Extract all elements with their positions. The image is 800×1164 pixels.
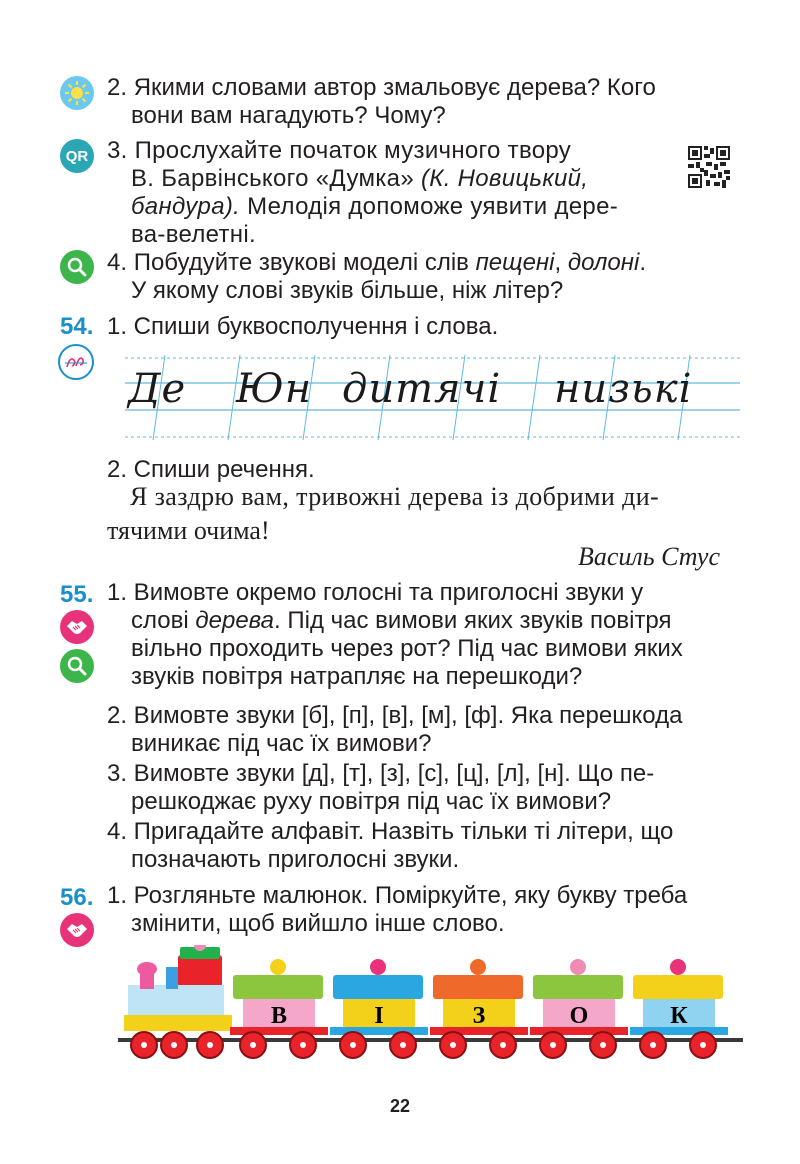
wagon-letter-5: К bbox=[670, 1003, 688, 1029]
exercise-55-task-1: 1. Вимовте окремо голосні та приголосні звуки у слові дерева. Під час вимови яких звуків повітря вільно проходить через рот? Під час вимови яких звуків повітря натрапляє на перешкоди? bbox=[107, 579, 683, 690]
qr-code-image[interactable] bbox=[688, 146, 730, 188]
question-3: 3. Прослухайте початок музичного твору В. Барвінського «Думка» (К. Новицький, бандура). Мелодія допоможе уявити дере- ва-велетні. bbox=[107, 137, 619, 248]
handshake-icon bbox=[60, 913, 94, 947]
exercise-55-task-3: 3. Вимовте звуки [д], [т], [з], [с], [ц], [л], [н]. Що пе- решкоджає руху повітря під час їх вимови? bbox=[107, 760, 655, 815]
quote-line-1: Я заздрю вам, тривожні дерева із добрими ди- bbox=[130, 482, 660, 511]
quote-line-2: тячими очима! bbox=[107, 516, 270, 545]
wagon-letter-1: В bbox=[270, 1003, 288, 1029]
wagon-letter-4: О bbox=[569, 1003, 589, 1029]
toy-train-illustration bbox=[118, 945, 743, 1070]
search-icon bbox=[60, 250, 94, 284]
exercise-number-54: 54. bbox=[60, 313, 94, 340]
exercise-55-task-4: 4. Пригадайте алфавіт. Назвіть тільки ті літери, що позначають приголосні звуки. bbox=[107, 818, 674, 873]
exercise-number-55: 55. bbox=[60, 581, 94, 608]
wagon-letter-2: І bbox=[374, 1003, 384, 1029]
handwriting-sample: Де Юн дитячі низькі bbox=[128, 366, 693, 412]
search-icon bbox=[60, 649, 94, 683]
page-number: 22 bbox=[389, 1096, 411, 1116]
quote-author: Василь Стус bbox=[578, 542, 721, 571]
sun-icon bbox=[60, 76, 94, 110]
exercise-56-task-1: 1. Розгляньте малюнок. Поміркуйте, яку букву треба змінити, щоб вийшло інше слово. bbox=[107, 882, 688, 937]
exercise-55-task-2: 2. Вимовте звуки [б], [п], [в], [м], [ф]. Яка перешкода виникає під час їх вимови? bbox=[107, 702, 683, 757]
exercise-number-56: 56. bbox=[60, 884, 94, 911]
exercise-54-task-2: 2. Спиши речення. bbox=[107, 456, 315, 483]
wagon-letter-3: З bbox=[472, 1003, 486, 1029]
handwriting-icon bbox=[58, 344, 94, 380]
question-2: 2. Якими словами автор змальовує дерева? Кого вони вам нагадують? Чому? bbox=[107, 74, 656, 129]
locomotive bbox=[124, 945, 232, 1031]
handshake-icon bbox=[60, 610, 94, 644]
question-4: 4. Побудуйте звукові моделі слів пещені, долоні. У якому слові звуків більше, ніж літер? bbox=[107, 249, 646, 304]
exercise-54-task-1: 1. Спиши буквосполучення і слова. bbox=[107, 313, 499, 340]
qr-badge-icon: QR bbox=[60, 139, 94, 173]
